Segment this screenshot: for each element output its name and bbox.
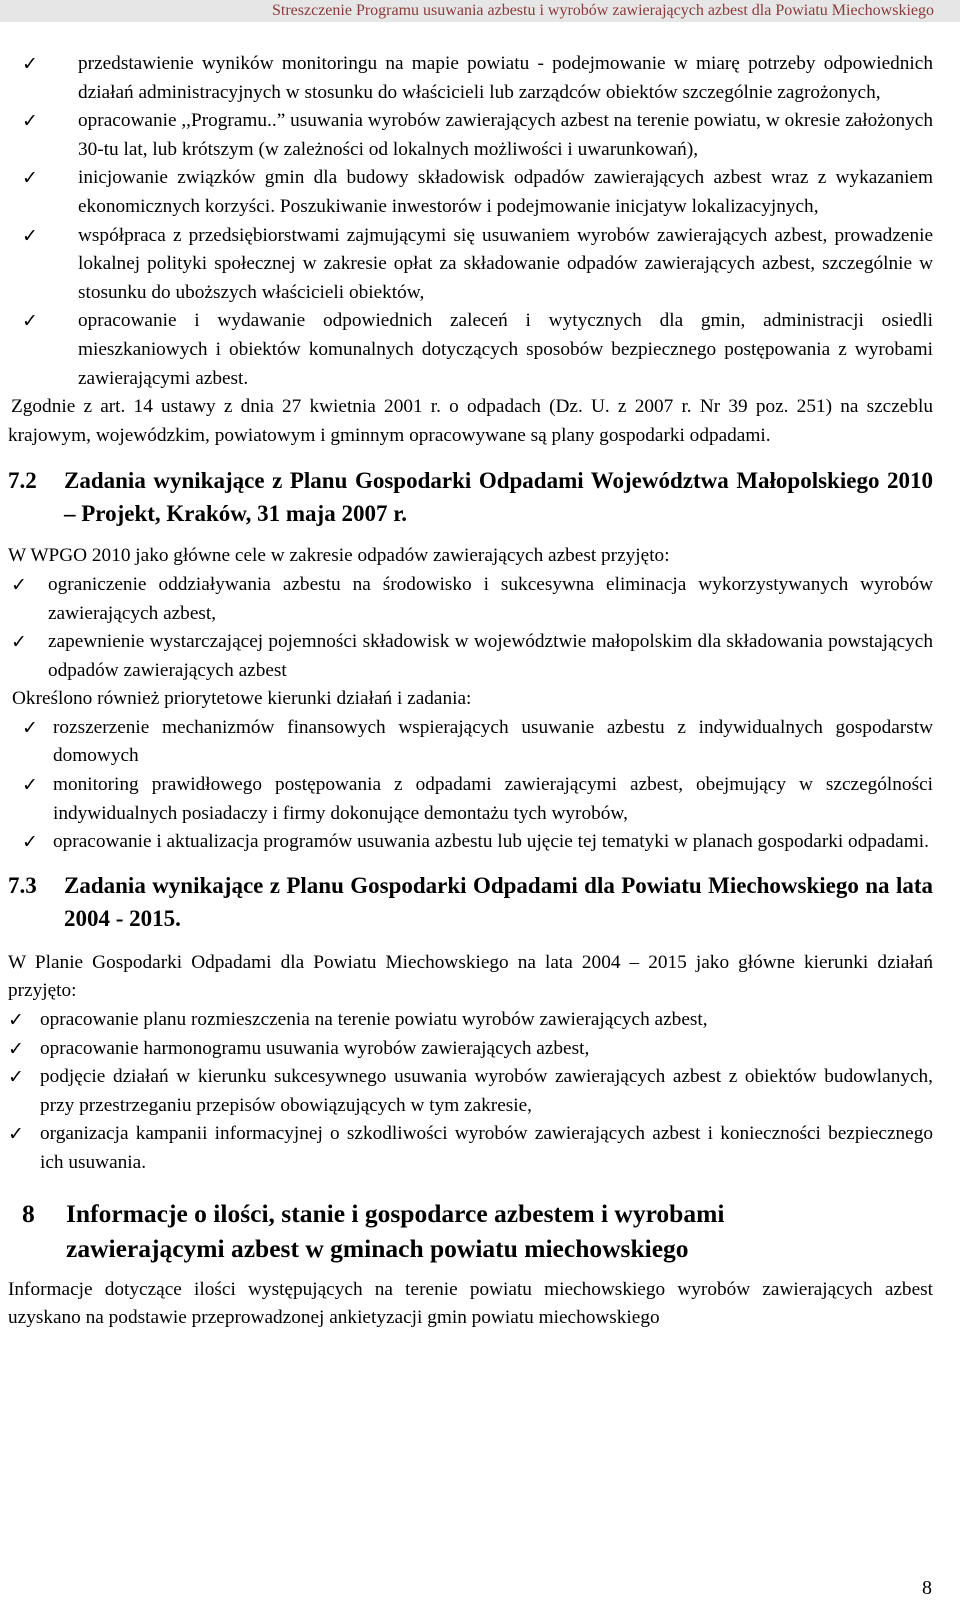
section-title: Informacje o ilości, stanie i gospodarce azbestem i wyrobami zawierającymi azbest w gminach powiatu miechowskiego [66, 1198, 725, 1263]
checkmark-icon: ✓ [22, 310, 38, 333]
page-content [0, 50, 960, 1333]
list-item-text: ograniczenie oddziaływania azbestu na środowisko i sukcesywna eliminacja wykorzystywanych wyrobów zawierających azbest, [48, 573, 933, 624]
checkmark-icon: ✓ [8, 1009, 24, 1032]
checklist-powiat-tasks [0, 50, 960, 393]
paragraph-informacje: Informacje dotyczące ilości występujących na terenie powiatu miechowskiego wyrobów zawierających azbest uzyskano na podstawie przeprowadzonej ankietyzacji gmin powiatu miechowskiego [8, 1278, 933, 1329]
paragraph-wpgo: W WPGO 2010 jako główne cele w zakresie odpadów zawierających azbest przyjęto: [8, 545, 670, 567]
list-item [0, 1063, 960, 1120]
checkmark-icon: ✓ [8, 1037, 24, 1060]
list-item-text: opracowanie harmonogramu usuwania wyrobów zawierających azbest, [40, 1037, 590, 1059]
list-item [0, 50, 960, 107]
section-number: 7.3 [8, 872, 37, 898]
list-item [0, 1120, 960, 1177]
section-title: Zadania wynikające z Planu Gospodarki Odpadami dla Powiatu Miechowskiego na lata 2004 - 2015. [64, 872, 933, 931]
checkmark-icon: ✓ [8, 1066, 24, 1089]
list-item [0, 1006, 960, 1035]
section-number: 7.2 [8, 468, 37, 494]
checklist-wpgo-goals [0, 571, 960, 685]
running-header: Streszczenie Programu usuwania azbestu i wyrobów zawierających azbest dla Powiatu Miechowskiego [0, 0, 960, 22]
checklist-powiat-plan [0, 1006, 960, 1178]
list-item-text: monitoring prawidłowego postępowania z odpadami zawierającymi azbest, obejmujący w szczególności indywidualnych posiadaczy i firmy dokonujące demontażu tych wyrobów, [53, 774, 933, 824]
list-item [0, 571, 960, 628]
section-heading-7-3 [0, 869, 960, 935]
page-number: 8 [922, 1577, 932, 1599]
list-item [0, 107, 960, 164]
list-item [0, 1035, 960, 1064]
list-item-text: rozszerzenie mechanizmów finansowych wspierających usuwanie azbestu z indywidualnych gospodarstw domowych [53, 716, 933, 767]
list-item [0, 222, 960, 308]
section-title: Zadania wynikające z Planu Gospodarki Odpadami Województwa Małopolskiego 2010 – Projekt, Kraków, 31 maja 2007 r. [64, 468, 933, 527]
list-item-text: podjęcie działań w kierunku sukcesywnego usuwania wyrobów zawierających azbest z obiektów budowlanych, przy przestrzeganiu przepisów obowiązujących w tym zakresie, [40, 1066, 933, 1116]
list-item [0, 771, 960, 828]
list-item [0, 828, 960, 857]
checkmark-icon: ✓ [22, 774, 38, 797]
list-item-text: opracowanie i aktualizacja programów usuwania azbestu lub ujęcie tej tematyki w planach gospodarki odpadami. [53, 831, 929, 853]
list-item-text: organizacja kampanii informacyjnej o szkodliwości wyrobów zawierających azbest i konieczności bezpiecznego ich usuwania. [40, 1123, 933, 1173]
checkmark-icon: ✓ [11, 631, 27, 654]
list-item [0, 307, 960, 393]
paragraph-planie: W Planie Gospodarki Odpadami dla Powiatu Miechowskiego na lata 2004 – 2015 jako główne kierunki działań przyjęto: [8, 951, 933, 1002]
list-item-text: opracowanie ,,Programu..” usuwania wyrobów zawierających azbest na terenie powiatu, w okresie założonych 30-tu lat, lub krótszym (w zależności od lokalnych możliwości i uwarunkowań), [78, 110, 933, 160]
checkmark-icon: ✓ [8, 1123, 24, 1146]
paragraph-zgodnie: Zgodnie z art. 14 ustawy z dnia 27 kwietnia 2001 r. o odpadach (Dz. U. z 2007 r. Nr 39 poz. 251) na szczeblu krajowym, wojewódzkim, powiatowym i gminnym opracowywane są plany gospodarki odpadami. [8, 396, 933, 446]
list-item-text: przedstawienie wyników monitoringu na mapie powiatu - podejmowanie w miarę potrzeby odpowiednich działań administracyjnych w stosunku do właścicieli lub zarządców obiektów szczególnie zagrożonych, [78, 53, 933, 103]
section-number: 8 [22, 1198, 35, 1228]
list-item-text: zapewnienie wystarczającej pojemności składowisk w województwie małopolskim dla składowania powstających odpadów zawierających azbest [48, 631, 933, 681]
paragraph-okreslono: Określono również priorytetowe kierunki działań i zadania: [12, 688, 472, 710]
list-item [0, 628, 960, 685]
section-heading-8 [0, 1196, 960, 1266]
checklist-priorities [0, 714, 960, 857]
section-heading-7-2 [0, 464, 960, 530]
list-item-text: opracowanie planu rozmieszczenia na terenie powiatu wyrobów zawierających azbest, [40, 1009, 708, 1031]
checkmark-icon: ✓ [22, 167, 38, 190]
list-item [0, 164, 960, 221]
list-item [0, 714, 960, 771]
list-item-text: inicjowanie związków gmin dla budowy składowisk odpadów zawierających azbest wraz z wykazaniem ekonomicznych korzyści. Poszukiwanie inwestorów i podejmowanie inicjatyw lokalizacyjnych, [78, 167, 933, 217]
checkmark-icon: ✓ [22, 716, 38, 739]
list-item-text: opracowanie i wydawanie odpowiednich zaleceń i wytycznych dla gmin, administracji osiedli mieszkaniowych i obiektów komunalnych dotyczących sposobów bezpiecznego postępowania z wyrobami zawierającymi azbest. [78, 310, 933, 389]
checkmark-icon: ✓ [22, 224, 38, 247]
checkmark-icon: ✓ [11, 573, 27, 596]
checkmark-icon: ✓ [22, 53, 38, 75]
checkmark-icon: ✓ [22, 831, 38, 854]
list-item-text: współpraca z przedsiębiorstwami zajmującymi się usuwaniem wyrobów zawierających azbest, prowadzenie lokalnej polityki społecznej w zakresie opłat za składowanie odpadów zawierających azbest, szczególnie w stosunku do uboższych właścicieli obiektów, [78, 224, 933, 303]
checkmark-icon: ✓ [22, 110, 38, 133]
